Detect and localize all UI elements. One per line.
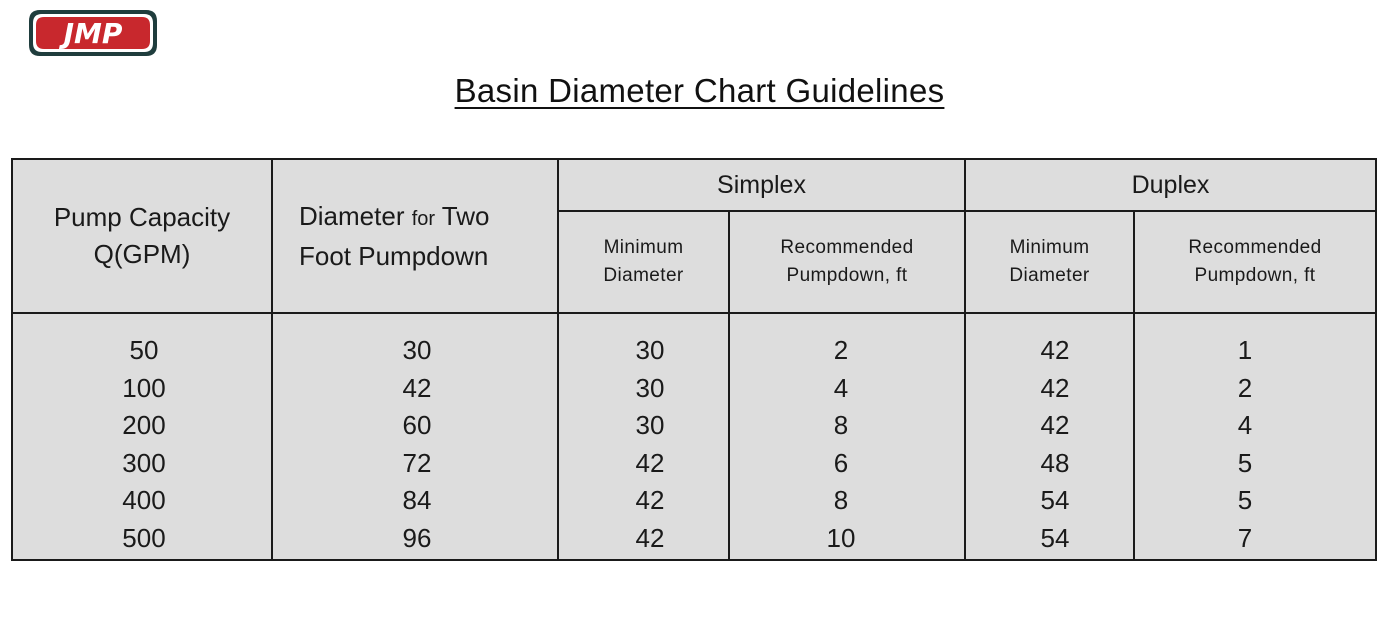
header-simplex: Simplex — [717, 170, 806, 199]
header-diameter-line1-small: for — [411, 207, 436, 230]
cell-capacity-1: 50 — [129, 335, 159, 365]
cell-duplex-min-4: 48 — [1040, 447, 1070, 478]
column-duplex-rec-pumpdown — [1135, 332, 1355, 557]
column-diameter-two-foot — [273, 332, 561, 557]
cell-simplex-min-5: 42 — [635, 485, 665, 515]
column-simplex-rec-pumpdown — [730, 332, 952, 557]
jmp-logo — [26, 7, 160, 59]
cell-simplex-rec-5: 8 — [833, 485, 849, 515]
cell-diameter-3: 60 — [402, 410, 432, 440]
jmp-logo-graphic — [26, 7, 160, 59]
cell-diameter-4: 72 — [402, 447, 432, 478]
header-diameter-line1 — [299, 198, 489, 238]
cell-simplex-rec-4: 6 — [833, 447, 849, 478]
header-diameter-two-foot — [273, 160, 557, 312]
header-pump-capacity-line2: Q(GPM) — [93, 239, 191, 269]
header-diameter-line1-a: Diameter — [299, 200, 412, 231]
cell-duplex-min-5: 54 — [1040, 485, 1070, 515]
header-simplex-rec-line1: Recommended — [780, 237, 914, 258]
cell-capacity-4: 300 — [122, 447, 166, 478]
cell-capacity-5: 400 — [122, 485, 166, 515]
cell-duplex-rec-2: 2 — [1237, 372, 1253, 403]
cell-simplex-rec-2: 4 — [833, 372, 849, 403]
column-capacity — [13, 332, 275, 557]
header-duplex-rec-line1: Recommended — [1188, 237, 1322, 258]
cell-duplex-rec-6: 7 — [1237, 522, 1253, 553]
column-simplex-min-diameter — [559, 332, 741, 557]
cell-duplex-rec-4: 5 — [1237, 447, 1253, 478]
header-simplex-min-diameter — [559, 212, 728, 312]
header-duplex-min-line2: Diameter — [1009, 265, 1090, 286]
header-simplex-min-line1: Minimum — [603, 237, 684, 258]
cell-duplex-min-2: 42 — [1040, 372, 1070, 403]
cell-duplex-min-6: 54 — [1040, 522, 1070, 553]
cell-duplex-rec-3: 4 — [1237, 410, 1253, 440]
cell-capacity-3: 200 — [122, 410, 166, 440]
cell-capacity-2: 100 — [122, 372, 166, 403]
header-duplex-min-diameter — [966, 212, 1133, 312]
header-duplex-rec-pumpdown — [1135, 212, 1375, 312]
header-diameter-line1-b: Two — [435, 200, 490, 231]
svg-text:JMP: JMP — [63, 17, 123, 50]
cell-simplex-min-6: 42 — [635, 522, 665, 553]
cell-simplex-min-2: 30 — [635, 372, 665, 403]
header-simplex-rec-pumpdown — [730, 212, 964, 312]
header-simplex-min-line2: Diameter — [603, 265, 684, 286]
cell-diameter-1: 30 — [402, 335, 432, 365]
cell-diameter-6: 96 — [402, 522, 432, 553]
cell-duplex-rec-1: 1 — [1237, 335, 1253, 365]
divider-h-header — [13, 312, 1375, 314]
cell-diameter-2: 42 — [402, 372, 432, 403]
cell-duplex-min-3: 42 — [1040, 410, 1070, 440]
header-duplex: Duplex — [1131, 170, 1210, 199]
header-diameter-line2: Foot Pumpdown — [299, 240, 489, 271]
cell-diameter-5: 84 — [402, 485, 432, 515]
cell-simplex-min-4: 42 — [635, 447, 665, 478]
cell-capacity-6: 500 — [122, 522, 166, 553]
cell-simplex-rec-6: 10 — [826, 522, 856, 553]
cell-simplex-rec-1: 2 — [833, 335, 849, 365]
header-pump-capacity — [13, 160, 271, 312]
cell-simplex-min-3: 30 — [635, 410, 665, 440]
column-duplex-min-diameter — [966, 332, 1144, 557]
cell-simplex-min-1: 30 — [635, 335, 665, 365]
basin-diameter-table — [11, 158, 1377, 561]
cell-duplex-min-1: 42 — [1040, 335, 1070, 365]
header-simplex-rec-line2: Pumpdown, ft — [786, 265, 908, 286]
header-pump-capacity-line1: Pump Capacity — [53, 202, 231, 232]
header-duplex-min-line1: Minimum — [1009, 237, 1090, 258]
cell-duplex-rec-5: 5 — [1237, 485, 1253, 515]
page-title: Basin Diameter Chart Guidelines — [454, 72, 945, 109]
cell-simplex-rec-3: 8 — [833, 410, 849, 440]
header-duplex-rec-line2: Pumpdown, ft — [1194, 265, 1316, 286]
